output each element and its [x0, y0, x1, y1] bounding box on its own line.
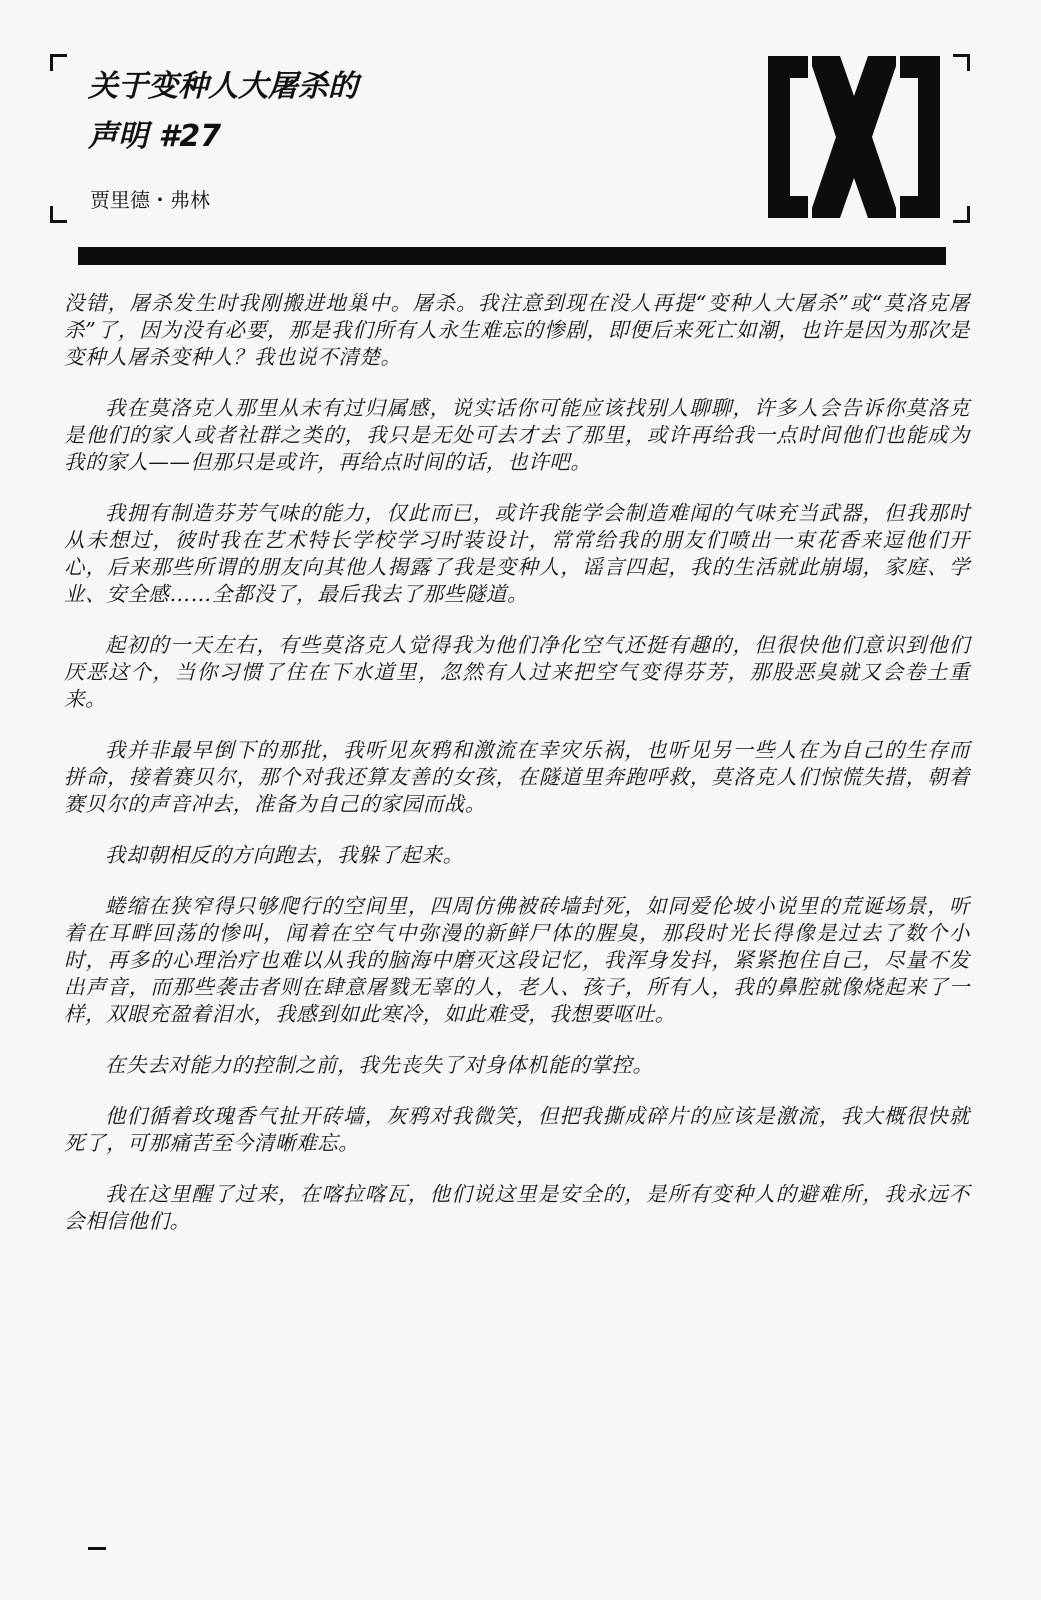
- paragraph-5: 我并非最早倒下的那批，我听见灰鸦和激流在幸灾乐祸，也听见另一些人在为自己的生存而拼命，接着赛贝尔，那个对我还算友善的女孩，在隧道里奔跑呼救，莫洛克人们惊慌失措，朝着赛贝尔的声音冲去，准备为自己的家园而战。: [64, 738, 970, 816]
- x-bracket-logo-icon: [768, 56, 940, 218]
- paragraph-1: 没错，屠杀发生时我刚搬进地巢中。屠杀。我注意到现在没人再提“变种人大屠杀”或“莫洛克屠杀”了，因为没有必要，那是我们所有人永生难忘的惨剧，即便后来死亡如潮，也许是因为那次是变种人屠杀变种人？我也说不清楚。: [64, 291, 970, 369]
- paragraph-6: 我却朝相反的方向跑去，我躲了起来。: [105, 843, 464, 867]
- frame-corner-bottom-left: [50, 206, 67, 223]
- frame-corner-top-right: [953, 54, 970, 71]
- paragraph-7: 蜷缩在狭窄得只够爬行的空间里，四周仿佛被砖墙封死，如同爱伦坡小说里的荒诞场景，听着在耳畔回荡的惨叫，闻着在空气中弥漫的新鲜尸体的腥臭，那段时光长得像是过去了数个小时，再多的心理治疗也难以从我的脑海中磨灭这段记忆，我浑身发抖，紧紧抱住自己，尽量不发出声音，而那些袭击者则在肆意屠戮无辜的人，老人、孩子，所有人，我的鼻腔就像烧起来了一样，双眼充盈着泪水，我感到如此寒冷，如此难受，我想要呕吐。: [64, 894, 970, 1026]
- statement-body: [64, 290, 970, 1259]
- paragraph-8: 在失去对能力的控制之前，我先丧失了对身体机能的掌控。: [105, 1053, 654, 1077]
- title-line-2: 声明 #27: [88, 119, 222, 154]
- page-title: [88, 62, 708, 162]
- author-name: 贾里德・弗林: [90, 188, 210, 212]
- page-marker: [88, 1547, 106, 1550]
- paragraph-4: 起初的一天左右，有些莫洛克人觉得我为他们净化空气还挺有趣的，但很快他们意识到他们厌恶这个，当你习惯了住在下水道里，忽然有人过来把空气变得芬芳，那股恶臭就又会卷土重来。: [64, 633, 970, 711]
- paragraph-10: 我在这里醒了过来，在喀拉喀瓦，他们说这里是安全的，是所有变种人的避难所，我永远不会相信他们。: [64, 1182, 970, 1233]
- paragraph-3: 我拥有制造芬芳气味的能力，仅此而已，或许我能学会制造难闻的气味充当武器，但我那时从未想过，彼时我在艺术特长学校学习时装设计，常常给我的朋友们喷出一束花香来逗他们开心，后来那些所谓的朋友向其他人揭露了我是变种人，谣言四起，我的生活就此崩塌，家庭、学业、安全感……全都没了，最后我去了那些隧道。: [64, 501, 970, 606]
- title-line-1: 关于变种人大屠杀的: [88, 69, 358, 104]
- paragraph-2: 我在莫洛克人那里从未有过归属感，说实话你可能应该找别人聊聊，许多人会告诉你莫洛克是他们的家人或者社群之类的，我只是无处可去才去了那里，或许再给我一点时间他们也能成为我的家人——但那只是或许，再给点时间的话，也许吧。: [64, 396, 970, 474]
- header-divider: [78, 247, 946, 265]
- paragraph-9: 他们循着玫瑰香气扯开砖墙，灰鸦对我微笑，但把我撕成碎片的应该是激流，我大概很快就死了，可那痛苦至今清晰难忘。: [64, 1104, 970, 1155]
- frame-corner-top-left: [50, 54, 67, 71]
- frame-corner-bottom-right: [953, 206, 970, 223]
